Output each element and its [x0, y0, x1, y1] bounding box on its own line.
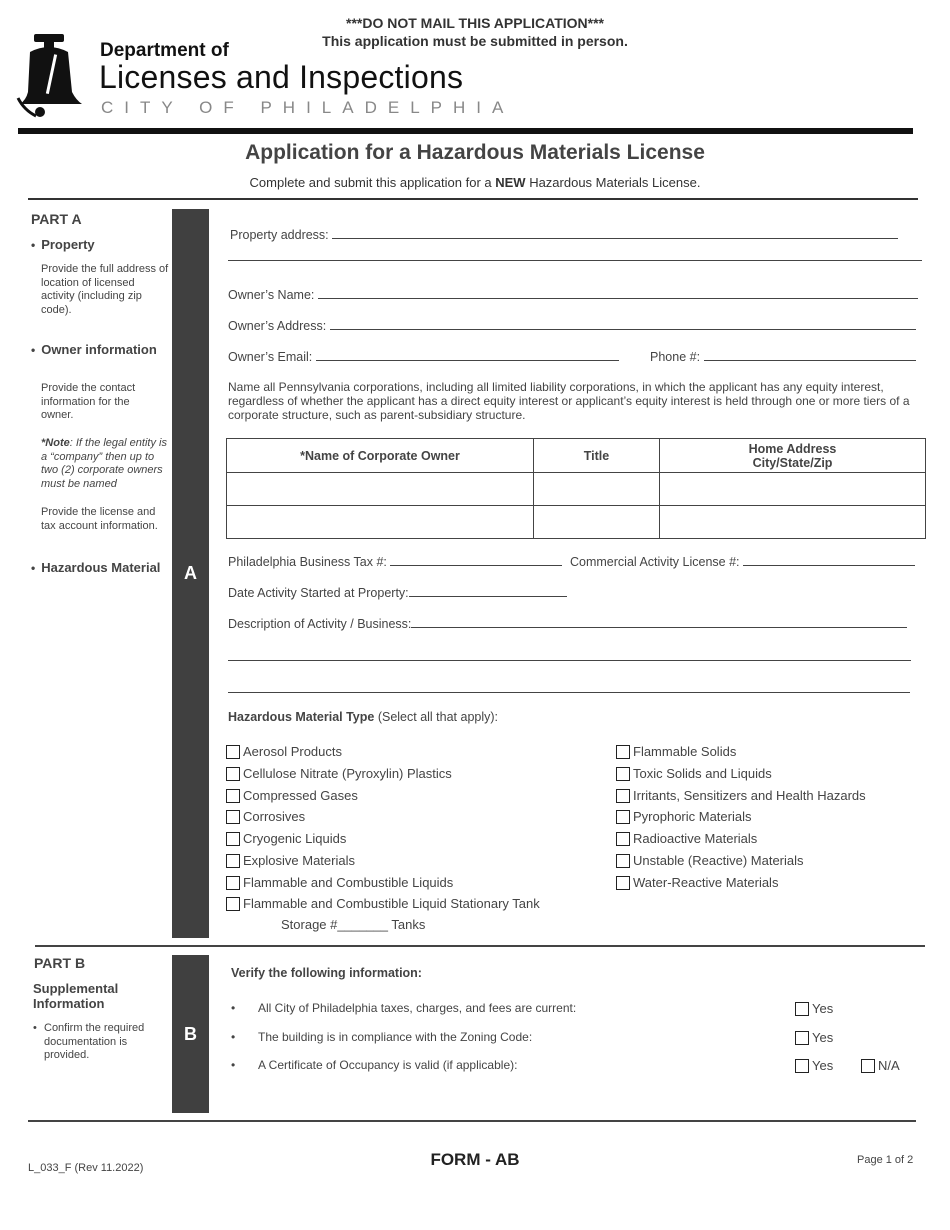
zoning-yes-checkbox[interactable] — [795, 1030, 833, 1045]
owner-instructions: Provide the contact information for the owner. — [41, 382, 136, 421]
note-label: *Note — [41, 437, 70, 449]
subtitle-before: Complete and submit this application for a — [249, 175, 496, 190]
checkbox-label: Cryogenic Liquids — [243, 831, 347, 846]
property-address-line[interactable] — [332, 227, 898, 239]
corp-owner-2-name-cell[interactable] — [227, 506, 534, 539]
hazmat-type-title — [228, 710, 498, 724]
owners-address-line[interactable] — [330, 318, 916, 330]
property-section-label: • Property — [31, 237, 95, 252]
owners-address-field[interactable] — [228, 318, 916, 333]
property-address-line-2[interactable] — [228, 260, 922, 261]
verify-item-taxes: • All City of Philadelphia taxes, charges, and fees are current: — [258, 1001, 576, 1015]
col-home-address-line-1: Home Address — [748, 441, 837, 456]
checkbox-water-reactive[interactable] — [616, 875, 778, 890]
table-row — [227, 473, 926, 506]
taxes-yes-checkbox[interactable] — [795, 1001, 833, 1016]
col-title: Title — [534, 439, 660, 473]
property-address-field[interactable] — [230, 227, 898, 242]
description-line[interactable] — [411, 616, 907, 628]
checkbox-box[interactable] — [226, 767, 240, 781]
supplemental-line-2: Information — [33, 996, 105, 1011]
checkbox-box[interactable] — [616, 767, 630, 781]
col-corporate-owner-name: *Name of Corporate Owner — [227, 439, 534, 473]
corp-owner-1-title-cell[interactable] — [534, 473, 660, 506]
part-b-letter: B — [184, 1023, 197, 1044]
checkbox-box[interactable] — [795, 1059, 809, 1073]
supplemental-line-1: Supplemental — [33, 981, 119, 996]
checkbox-cryogenic-liquids[interactable] — [226, 831, 346, 846]
commercial-license-label: Commercial Activity License #: — [570, 555, 740, 569]
notice-line-2: This application must be submitted in person. — [322, 33, 628, 49]
form-id: FORM - AB — [430, 1150, 520, 1169]
checkbox-stationary-tank[interactable] — [226, 896, 540, 911]
checkbox-box[interactable] — [616, 854, 630, 868]
agency-name: Licenses and Inspections — [99, 59, 464, 95]
storage-blank[interactable]: _______ — [337, 917, 388, 932]
part-b-heading: PART B — [34, 955, 86, 971]
checkbox-irritants-sensitizers[interactable] — [616, 788, 866, 803]
part-divider-rule — [35, 945, 925, 947]
checkbox-box[interactable] — [226, 745, 240, 759]
date-started-label: Date Activity Started at Property: — [228, 586, 409, 600]
property-instructions: Provide the full address of location of licensed activity (including zip code). — [41, 263, 169, 316]
checkbox-label: Yes — [812, 1001, 834, 1016]
checkbox-label: Aerosol Products — [243, 744, 342, 759]
owners-name-label: Owner’s Name: — [228, 288, 315, 302]
checkbox-label: N/A — [878, 1058, 900, 1073]
checkbox-box[interactable] — [616, 745, 630, 759]
license-instructions: Provide the license and tax account information. — [41, 506, 158, 532]
form-revision-code: L_033_F (Rev 11.2022) — [28, 1162, 144, 1174]
owners-name-line[interactable] — [318, 287, 918, 299]
subtitle-after: Hazardous Materials License. — [525, 175, 701, 190]
city-label: CITY OF PHILADELPHIA — [101, 98, 515, 117]
bullet: • — [33, 1022, 37, 1034]
checkbox-radioactive-materials[interactable] — [616, 831, 757, 846]
owners-name-field[interactable] — [228, 287, 918, 302]
checkbox-label: Unstable (Reactive) Materials — [633, 853, 804, 868]
page-subtitle — [0, 175, 950, 190]
checkbox-explosive-materials[interactable] — [226, 853, 355, 868]
property-address-label: Property address: — [230, 228, 329, 242]
hazmat-type-title-rest: (Select all that apply): — [374, 710, 499, 724]
checkbox-box[interactable] — [795, 1002, 809, 1016]
checkbox-label: Radioactive Materials — [633, 831, 758, 846]
date-started-line[interactable] — [409, 585, 567, 597]
storage-tanks-field[interactable] — [281, 917, 425, 932]
checkbox-label: Flammable and Combustible Liquids — [243, 875, 454, 890]
checkbox-flammable-solids[interactable] — [616, 744, 736, 759]
checkbox-label: Explosive Materials — [243, 853, 355, 868]
col-home-address — [660, 439, 926, 473]
table-row — [227, 506, 926, 539]
liberty-bell-logo-icon — [16, 30, 86, 120]
page-title: Application for a Hazardous Materials License — [245, 141, 705, 164]
header-rule — [18, 128, 913, 134]
footer-rule — [28, 1120, 916, 1122]
note-text: : If the legal entity is a “company” then up to two (2) corporate owners must be named — [41, 437, 167, 490]
confirm-documentation-text — [33, 1022, 158, 1063]
checkbox-box[interactable] — [226, 789, 240, 803]
checkbox-label: Water-Reactive Materials — [633, 875, 779, 890]
part-a-letter: A — [184, 563, 197, 583]
commercial-license-field[interactable] — [570, 554, 915, 569]
business-tax-line[interactable] — [390, 554, 562, 566]
checkbox-cellulose-nitrate[interactable] — [226, 766, 452, 781]
subtitle-new: NEW — [495, 175, 526, 190]
checkbox-box[interactable] — [795, 1031, 809, 1045]
owners-email-label: Owner’s Email: — [228, 350, 313, 364]
hazmat-type-title-bold: Hazardous Material Type — [228, 710, 375, 724]
description-label: Description of Activity / Business: — [228, 617, 412, 631]
department-label: Department of — [100, 40, 229, 61]
owners-email-line[interactable] — [316, 349, 619, 361]
checkbox-box[interactable] — [616, 810, 630, 824]
checkbox-box[interactable] — [226, 810, 240, 824]
checkbox-box[interactable] — [226, 832, 240, 846]
checkbox-label: Flammable Solids — [633, 744, 737, 759]
description-field[interactable] — [228, 616, 907, 631]
checkbox-box[interactable] — [226, 876, 240, 890]
corporations-paragraph: Name all Pennsylvania corporations, including all limited liability corporations, in which the applicant has any equity interest, regardless of whether the applicant has a direct equity interest or applicant’s equity interest is held through one or more tiers of a corporate structure, such as parent-subsidiary structure. — [228, 380, 910, 422]
checkbox-box[interactable] — [226, 854, 240, 868]
phone-line[interactable] — [704, 349, 916, 361]
page-number: Page 1 of 2 — [857, 1154, 914, 1166]
hazardous-material-section-label: • Hazardous Material — [31, 560, 160, 575]
checkbox-label: Yes — [812, 1058, 834, 1073]
supplemental-info-label — [33, 981, 118, 1011]
corporate-owner-note — [41, 437, 169, 491]
occupancy-yes-checkbox[interactable] — [795, 1058, 833, 1073]
checkbox-flammable-combustible-liquids[interactable] — [226, 875, 453, 890]
checkbox-unstable-reactive[interactable] — [616, 853, 804, 868]
corp-owner-1-name-cell[interactable] — [227, 473, 534, 506]
checkbox-label: Irritants, Sensitizers and Health Hazards — [633, 788, 866, 803]
commercial-license-line[interactable] — [743, 554, 915, 566]
occupancy-na-checkbox[interactable] — [861, 1058, 900, 1073]
owners-email-field[interactable] — [228, 349, 619, 364]
checkbox-label: Corrosives — [243, 809, 306, 824]
description-line-2[interactable] — [228, 660, 911, 661]
verify-item-zoning: • The building is in compliance with the Zoning Code: — [258, 1030, 532, 1044]
owner-section-label: • Owner information — [31, 342, 157, 357]
corp-owner-2-title-cell[interactable] — [534, 506, 660, 539]
checkbox-box[interactable] — [226, 897, 240, 911]
checkbox-box[interactable] — [861, 1059, 875, 1073]
checkbox-box[interactable] — [616, 789, 630, 803]
checkbox-label: Pyrophoric Materials — [633, 809, 752, 824]
checkbox-compressed-gases[interactable] — [226, 788, 358, 803]
notice-line-1: ***DO NOT MAIL THIS APPLICATION*** — [346, 15, 604, 31]
corporate-owner-table — [226, 438, 926, 539]
phone-field[interactable] — [650, 349, 916, 364]
checkbox-pyrophoric-materials[interactable] — [616, 809, 752, 824]
part-a-bar — [172, 209, 209, 938]
col-home-address-line-2: City/State/Zip — [752, 455, 833, 470]
owners-address-label: Owner’s Address: — [228, 319, 327, 333]
checkbox-corrosives[interactable] — [226, 809, 305, 824]
date-started-field[interactable] — [228, 585, 567, 600]
phone-label: Phone #: — [650, 350, 701, 364]
part-b-bar — [172, 955, 209, 1113]
tanks-label: Tanks — [388, 917, 426, 932]
checkbox-box[interactable] — [616, 832, 630, 846]
verify-item-occupancy: • A Certificate of Occupancy is valid (if applicable): — [258, 1058, 517, 1072]
storage-label: Storage # — [281, 917, 338, 932]
checkbox-box[interactable] — [616, 876, 630, 890]
business-tax-field[interactable] — [228, 554, 562, 569]
checkbox-label: Cellulose Nitrate (Pyroxylin) Plastics — [243, 766, 452, 781]
confirm-text: Confirm the required documentation is provided. — [44, 1022, 145, 1061]
checkbox-label: Toxic Solids and Liquids — [633, 766, 772, 781]
checkbox-label: Compressed Gases — [243, 788, 358, 803]
part-a-heading: PART A — [31, 211, 82, 227]
checkbox-aerosol-products[interactable] — [226, 744, 342, 759]
corp-owner-2-address-cell[interactable] — [660, 506, 926, 539]
checkbox-label: Yes — [812, 1030, 834, 1045]
business-tax-label: Philadelphia Business Tax #: — [228, 555, 387, 569]
checkbox-label: Flammable and Combustible Liquid Stationary Tank — [243, 896, 540, 911]
corp-owner-1-address-cell[interactable] — [660, 473, 926, 506]
verify-title: Verify the following information: — [231, 966, 422, 980]
table-header-row — [227, 439, 926, 473]
description-line-3[interactable] — [228, 692, 910, 693]
checkbox-toxic-solids-liquids[interactable] — [616, 766, 772, 781]
title-rule — [28, 198, 918, 200]
